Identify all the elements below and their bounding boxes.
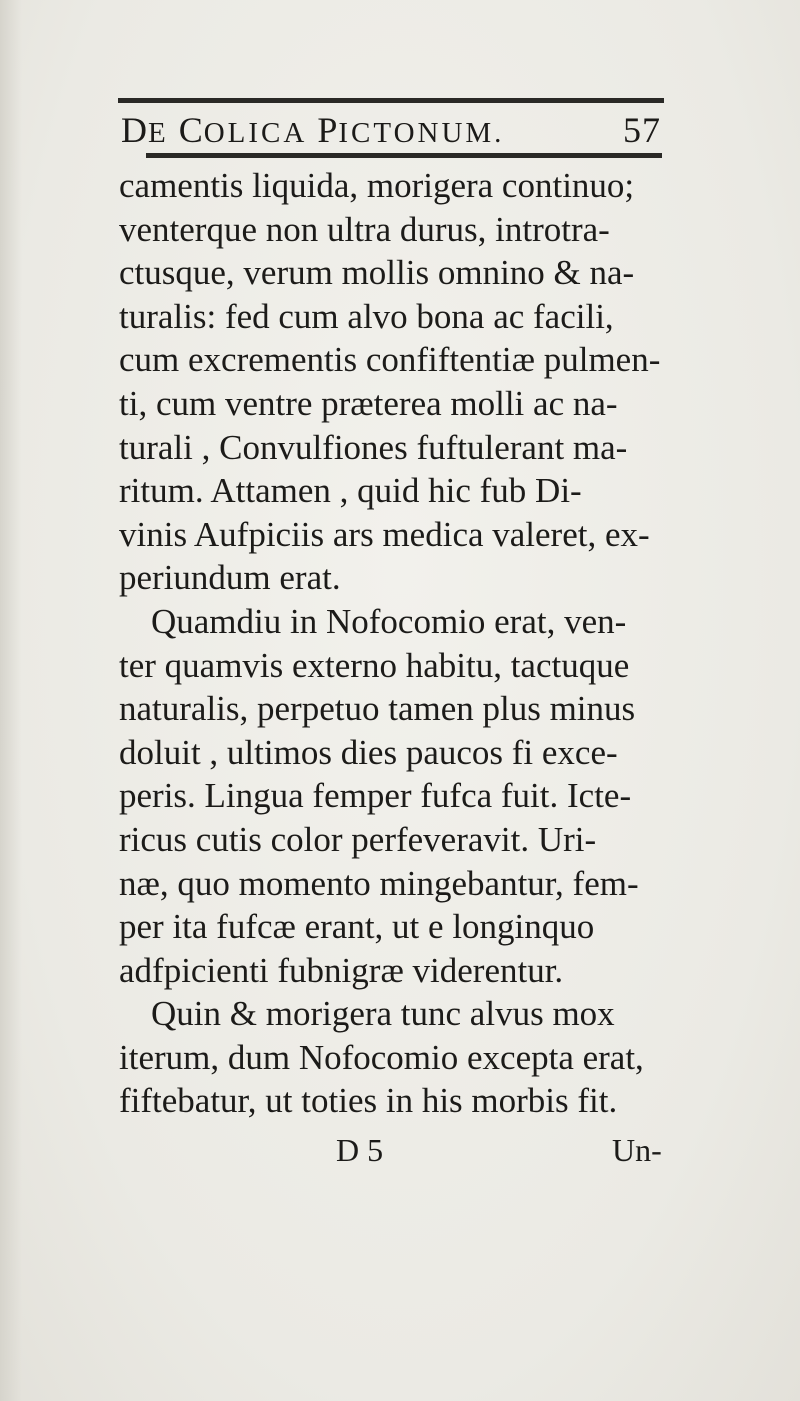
text-line: camentis liquida, morigera continuo; (119, 166, 635, 205)
text-line: vinis Aufpiciis ars medica valeret, ex- (119, 514, 650, 554)
running-head (121, 110, 661, 150)
text-line: adfpicienti fubnigræ viderentur. (119, 950, 564, 990)
text-line: næ, quo momento mingebantur, fem- (119, 863, 639, 903)
text-line: turalis: fed cum alvo bona ac facili, (119, 296, 614, 336)
running-head-title: DE COLICA PICTONUM. (121, 110, 505, 150)
page-number: 57 (623, 110, 661, 150)
catchword: Un- (612, 1132, 662, 1168)
text-line: ctusque, verum mollis omnino & na- (119, 253, 635, 293)
text-line: periundum erat. (119, 558, 341, 598)
text-line: Quin & morigera tunc alvus mox (151, 994, 615, 1034)
signature-mark: D 5 (336, 1132, 384, 1168)
text-line: naturalis, perpetuo tamen plus minus (119, 689, 636, 729)
text-line: ricus cutis color perfeveravit. Uri- (119, 819, 597, 859)
header-rule-top (118, 98, 664, 103)
text-line: cum excrementis confiftentiæ pulmen- (119, 340, 661, 380)
text-line: ti, cum ventre præterea molli ac na- (119, 383, 618, 423)
body-text (119, 164, 679, 1123)
text-line: fiftebatur, ut toties in his morbis fit. (119, 1081, 618, 1121)
text-line: venterque non ultra durus, introtra- (119, 209, 610, 249)
text-line: iterum, dum Nofocomio excepta erat, (119, 1037, 644, 1077)
text-line: peris. Lingua femper fufca fuit. Icte- (119, 776, 632, 816)
text-line: per ita fufcæ erant, ut e longinquo (119, 907, 595, 947)
text-line: ter quamvis externo habitu, tactuque (119, 645, 630, 685)
text-line: turali , Convulfiones fuftulerant ma- (119, 427, 628, 467)
text-line: doluit , ultimos dies paucos fi exce- (119, 732, 618, 772)
text-line: ritum. Attamen , quid hic fub Di- (119, 471, 582, 511)
page-edge-shadow (0, 0, 22, 1401)
text-line: Quamdiu in Nofocomio erat, ven- (151, 601, 627, 641)
header-rule-bottom (146, 153, 662, 158)
